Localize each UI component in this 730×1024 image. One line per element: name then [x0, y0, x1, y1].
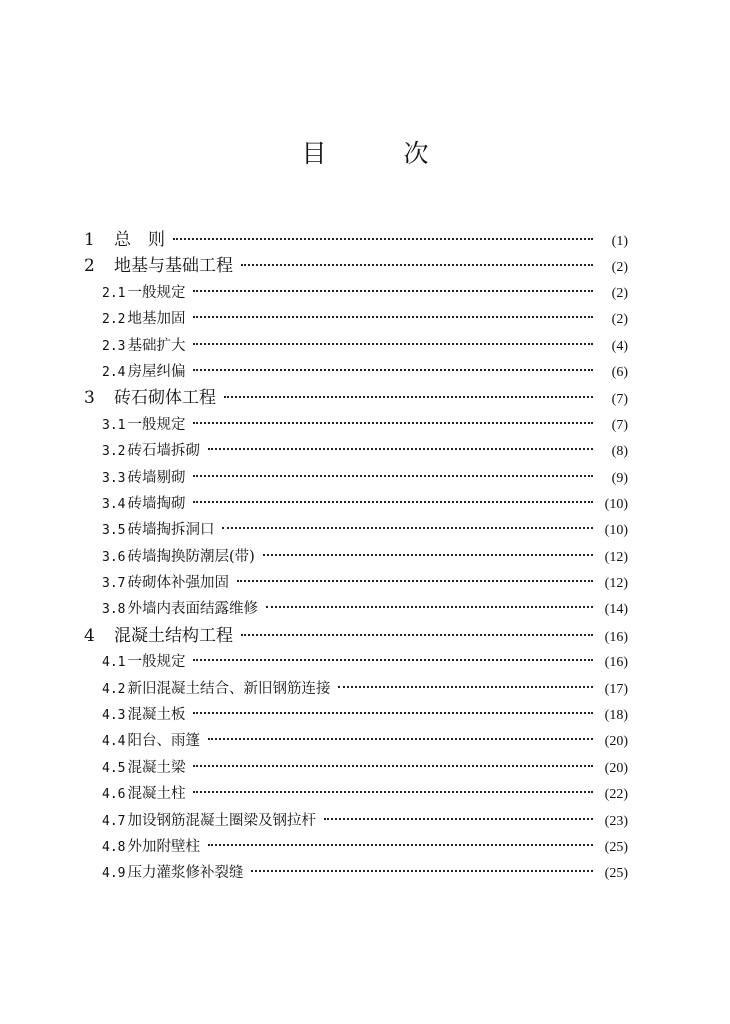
toc-section-entry[interactable] — [84, 808, 628, 834]
toc-entry-page-number: (12) — [604, 549, 628, 565]
toc-entry-label: 基础扩大 — [127, 337, 186, 354]
toc-section-entry[interactable] — [84, 570, 628, 596]
toc-section-entry[interactable] — [84, 781, 628, 807]
toc-entry-label: 加设钢筋混凝土圈梁及钢拉杆 — [127, 812, 316, 829]
dot-leader — [193, 343, 593, 345]
toc-section-entry[interactable] — [84, 676, 628, 702]
toc-entry-number: 2.3 — [102, 338, 126, 354]
toc-entry-label: 混凝土板 — [127, 707, 186, 724]
toc-section-entry[interactable] — [84, 755, 628, 781]
toc-section-entry[interactable] — [84, 649, 628, 675]
dot-leader — [193, 475, 593, 477]
toc-entry-label: 砖石砌体工程 — [114, 388, 216, 409]
toc-entry-page-number: (17) — [604, 681, 628, 697]
toc-entry-page-number: (12) — [604, 576, 628, 592]
toc-entry-label: 外墙内表面结露维修 — [127, 601, 258, 618]
toc-entry-label: 一般规定 — [127, 284, 186, 301]
dot-leader — [208, 738, 593, 740]
toc-entry-number: 3.3 — [102, 470, 126, 486]
toc-entry-label: 地基与基础工程 — [114, 256, 233, 277]
dot-leader — [193, 659, 593, 661]
toc-section-entry[interactable] — [84, 517, 628, 543]
toc-entry-label: 房屋纠偏 — [127, 363, 186, 380]
toc-entry-page-number: (9) — [611, 470, 628, 486]
toc-entry-label: 地基加固 — [127, 311, 186, 328]
toc-entry-number: 4.2 — [102, 681, 126, 697]
toc-entry-label: 新旧混凝土结合、新旧钢筋连接 — [127, 680, 331, 697]
toc-entry-page-number: (7) — [611, 392, 628, 408]
toc-entry-page-number: (2) — [611, 312, 628, 328]
toc-chapter-entry[interactable] — [84, 253, 628, 279]
toc-entry-number: 3.2 — [102, 444, 126, 460]
toc-section-entry[interactable] — [84, 333, 628, 359]
toc-entry-label: 砖墙掏砌 — [127, 495, 186, 512]
toc-entry-number: 4.1 — [102, 655, 126, 671]
toc-entry-page-number: (20) — [604, 760, 628, 776]
toc-section-entry[interactable] — [84, 702, 628, 728]
toc-section-entry[interactable] — [84, 438, 628, 464]
toc-entry-page-number: (20) — [604, 734, 628, 750]
dot-leader — [208, 844, 593, 846]
toc-entry-page-number: (2) — [611, 260, 628, 276]
dot-leader — [266, 606, 593, 608]
toc-section-entry[interactable] — [84, 306, 628, 332]
toc-title: 目 次 — [301, 139, 455, 168]
toc-entry-page-number: (4) — [611, 338, 628, 354]
toc-entry-page-number: (10) — [604, 523, 628, 539]
toc-entry-number: 3.4 — [102, 496, 126, 512]
toc-entry-label: 混凝土柱 — [127, 786, 186, 803]
toc-entry-number: 4 — [84, 625, 95, 646]
dot-leader — [193, 791, 593, 793]
toc-entry-number: 3.6 — [102, 549, 126, 565]
toc-entry-number: 2.4 — [102, 364, 126, 380]
toc-entry-page-number: (2) — [611, 285, 628, 301]
toc-entry-page-number: (16) — [604, 655, 628, 671]
toc-entry-number: 3.5 — [102, 523, 126, 539]
dot-leader — [224, 396, 593, 398]
toc-section-entry[interactable] — [84, 860, 628, 886]
toc-entry-label: 砖墙掏拆洞口 — [127, 522, 215, 539]
toc-entry-page-number: (6) — [611, 364, 628, 380]
toc-entry-label: 一般规定 — [127, 416, 186, 433]
toc-section-entry[interactable] — [84, 465, 628, 491]
dot-leader — [193, 501, 593, 503]
toc-entry-number: 3 — [84, 388, 95, 409]
table-of-contents — [84, 227, 628, 887]
toc-entry-number: 2.1 — [102, 285, 126, 301]
dot-leader — [193, 712, 593, 714]
toc-chapter-entry[interactable] — [84, 623, 628, 649]
dot-leader — [241, 264, 593, 266]
dot-leader — [251, 870, 593, 872]
toc-entry-number: 4.5 — [102, 760, 126, 776]
dot-leader — [193, 369, 593, 371]
dot-leader — [263, 554, 593, 556]
toc-entry-page-number: (1) — [611, 234, 628, 249]
toc-section-entry[interactable] — [84, 544, 628, 570]
toc-entry-number: 3.7 — [102, 576, 126, 592]
toc-entry-number: 4.4 — [102, 734, 126, 750]
toc-entry-page-number: (14) — [604, 602, 628, 618]
toc-entry-page-number: (25) — [604, 839, 628, 855]
toc-entry-number: 4.7 — [102, 813, 126, 829]
toc-section-entry[interactable] — [84, 596, 628, 622]
toc-entry-label: 外加附壁柱 — [127, 838, 200, 855]
dot-leader — [237, 580, 593, 582]
toc-section-entry[interactable] — [84, 412, 628, 438]
toc-entry-page-number: (25) — [604, 866, 628, 882]
dot-leader — [324, 818, 593, 820]
toc-entry-label: 阳台、雨篷 — [127, 733, 200, 750]
toc-entry-number: 1 — [84, 230, 95, 250]
toc-section-entry[interactable] — [84, 491, 628, 517]
toc-entry-label: 混凝土梁 — [127, 759, 186, 776]
toc-entry-number: 4.3 — [102, 708, 126, 724]
toc-entry-number: 4.8 — [102, 839, 126, 855]
toc-entry-label: 砖石墙拆砌 — [127, 443, 200, 460]
toc-entry-label: 总 则 — [114, 230, 165, 250]
toc-section-entry[interactable] — [84, 359, 628, 385]
toc-entry-number: 4.6 — [102, 787, 126, 803]
toc-entry-number: 2.2 — [102, 312, 126, 328]
toc-entry-number: 3.1 — [102, 417, 126, 433]
dot-leader — [338, 686, 593, 688]
toc-entry-label: 一般规定 — [127, 654, 186, 671]
toc-chapter-entry[interactable] — [84, 385, 628, 411]
toc-entry-page-number: (7) — [611, 417, 628, 433]
toc-entry-page-number: (10) — [604, 496, 628, 512]
dot-leader — [208, 448, 593, 450]
toc-entry-label: 砖墙剔砌 — [127, 469, 186, 486]
dot-leader — [193, 765, 593, 767]
toc-entry-page-number: (22) — [604, 787, 628, 803]
toc-entry-number: 2 — [84, 256, 95, 277]
dot-leader — [241, 634, 593, 636]
toc-entry-label: 砖墙掏换防潮层(带) — [127, 548, 255, 565]
toc-section-entry[interactable] — [84, 834, 628, 860]
dot-leader — [222, 527, 593, 529]
toc-entry-label: 压力灌浆修补裂缝 — [127, 865, 244, 882]
toc-entry-number: 3.8 — [102, 602, 126, 618]
dot-leader — [193, 422, 593, 424]
dot-leader — [193, 290, 593, 292]
toc-entry-number: 4.9 — [102, 866, 126, 882]
toc-entry-page-number: (16) — [604, 629, 628, 645]
toc-chapter-entry[interactable] — [84, 227, 628, 253]
toc-entry-label: 混凝土结构工程 — [114, 625, 233, 646]
toc-section-entry[interactable] — [84, 728, 628, 754]
toc-section-entry[interactable] — [84, 280, 628, 306]
toc-entry-label: 砖砌体补强加固 — [127, 575, 229, 592]
dot-leader — [173, 238, 593, 240]
toc-entry-page-number: (23) — [604, 813, 628, 829]
dot-leader — [193, 316, 593, 318]
toc-entry-page-number: (18) — [604, 708, 628, 724]
toc-entry-page-number: (8) — [611, 444, 628, 460]
